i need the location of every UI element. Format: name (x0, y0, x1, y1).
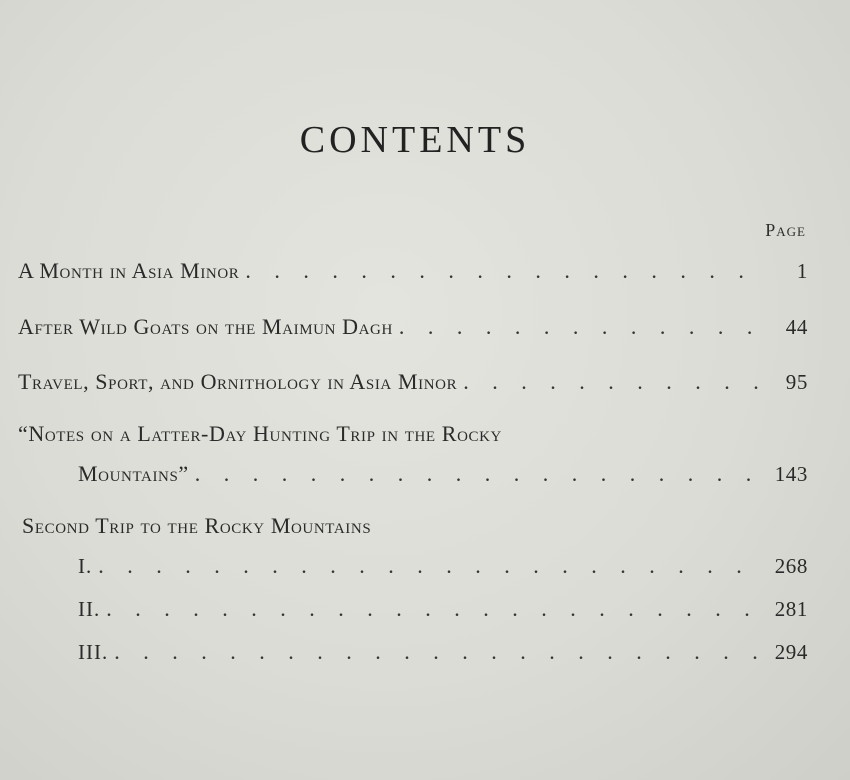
toc-subentry-title: I. (78, 554, 93, 578)
page-column-label: Page (765, 220, 806, 240)
dot-leader (399, 314, 758, 340)
page-title: CONTENTS (299, 119, 531, 161)
table-of-contents (18, 252, 808, 665)
toc-entry-page: 143 (774, 462, 808, 486)
dot-leader (114, 639, 758, 665)
dot-leader (195, 461, 758, 487)
toc-subentry (18, 639, 808, 665)
toc-subentry-page: 294 (774, 640, 808, 664)
dot-leader (463, 369, 758, 395)
toc-entry-continuation (18, 461, 808, 487)
toc-entry-page: 1 (796, 259, 808, 283)
toc-entry (18, 258, 808, 284)
toc-entry (18, 314, 808, 340)
toc-entry-page: 44 (785, 315, 808, 339)
toc-entry-title-line2: Mountains” (78, 461, 189, 486)
toc-entry-title: Travel, Sport, and Ornithology in Asia Minor (18, 369, 458, 394)
toc-subentry-page: 268 (774, 554, 808, 578)
toc-entry (22, 513, 808, 539)
toc-subentry-page: 281 (774, 597, 808, 621)
toc-entry-title: Second Trip to the Rocky Mountains (22, 513, 372, 538)
toc-entry-title: A Month in Asia Minor (18, 258, 240, 283)
dot-leader (98, 553, 758, 579)
toc-entry (18, 369, 808, 395)
toc-entry-title: After Wild Goats on the Maimun Dagh (18, 314, 393, 339)
toc-subentry (18, 596, 808, 622)
toc-entry-page: 95 (785, 370, 808, 394)
toc-subentry-title: II. (78, 597, 101, 621)
toc-subentry-title: III. (78, 640, 109, 664)
toc-entry-title-line1: “Notes on a Latter-Day Hunting Trip in the Rocky (18, 421, 502, 446)
toc-entry (18, 421, 808, 447)
toc-subentry (18, 553, 808, 579)
dot-leader (106, 596, 758, 622)
dot-leader (245, 258, 758, 284)
